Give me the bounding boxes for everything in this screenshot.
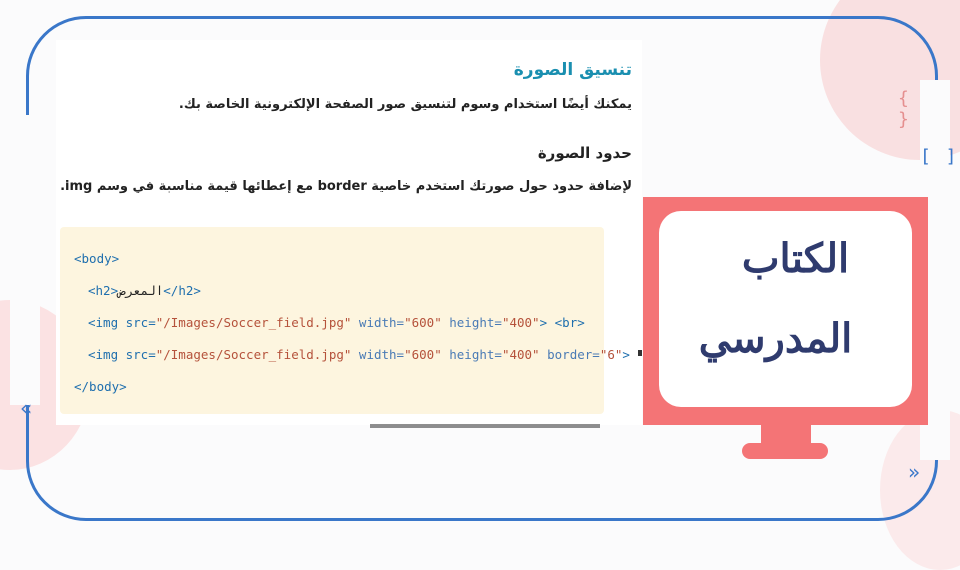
code-line-4: <img src="/Images/Soccer_field.jpg" width="600" height="400" border="6">	[88, 347, 630, 362]
monitor-graphic	[643, 197, 928, 425]
section-title: تنسيق الصورة	[513, 60, 632, 80]
monitor-title-line2: المدرسي	[698, 315, 853, 362]
monitor-title-line1: الكتاب	[741, 235, 850, 282]
square-brackets-icon: [ ]	[920, 146, 959, 167]
subsection-title: حدود الصورة	[537, 144, 632, 162]
code-block	[60, 227, 630, 414]
monitor-stand-base	[742, 443, 828, 459]
code-line-2: <h2>المعرض</h2>	[88, 283, 201, 298]
curly-brackets-icon: { }	[898, 88, 923, 130]
text-fragment	[638, 350, 642, 356]
frame-gap-left	[10, 115, 40, 405]
monitor-screen	[659, 211, 912, 407]
code-line-3: <img src="/Images/Soccer_field.jpg" width="600" height="400"> <br>	[88, 315, 585, 330]
border-paragraph: لإضافة حدود حول صورتك استخدم خاصية border مع إعطائها قيمة مناسبة في وسم img.	[60, 179, 632, 194]
chevron-left-icon: «	[20, 396, 27, 420]
code-line-5: </body>	[74, 379, 127, 394]
code-line-1: <body>	[74, 251, 120, 266]
chevron-right-icon: »	[908, 460, 915, 484]
intro-paragraph: يمكنك أيضًا استخدام وسوم لتنسيق صور الصفحة الإلكترونية الخاصة بك.	[178, 97, 632, 112]
textbook-excerpt	[56, 40, 642, 425]
text-fragment-bottom	[370, 424, 600, 428]
